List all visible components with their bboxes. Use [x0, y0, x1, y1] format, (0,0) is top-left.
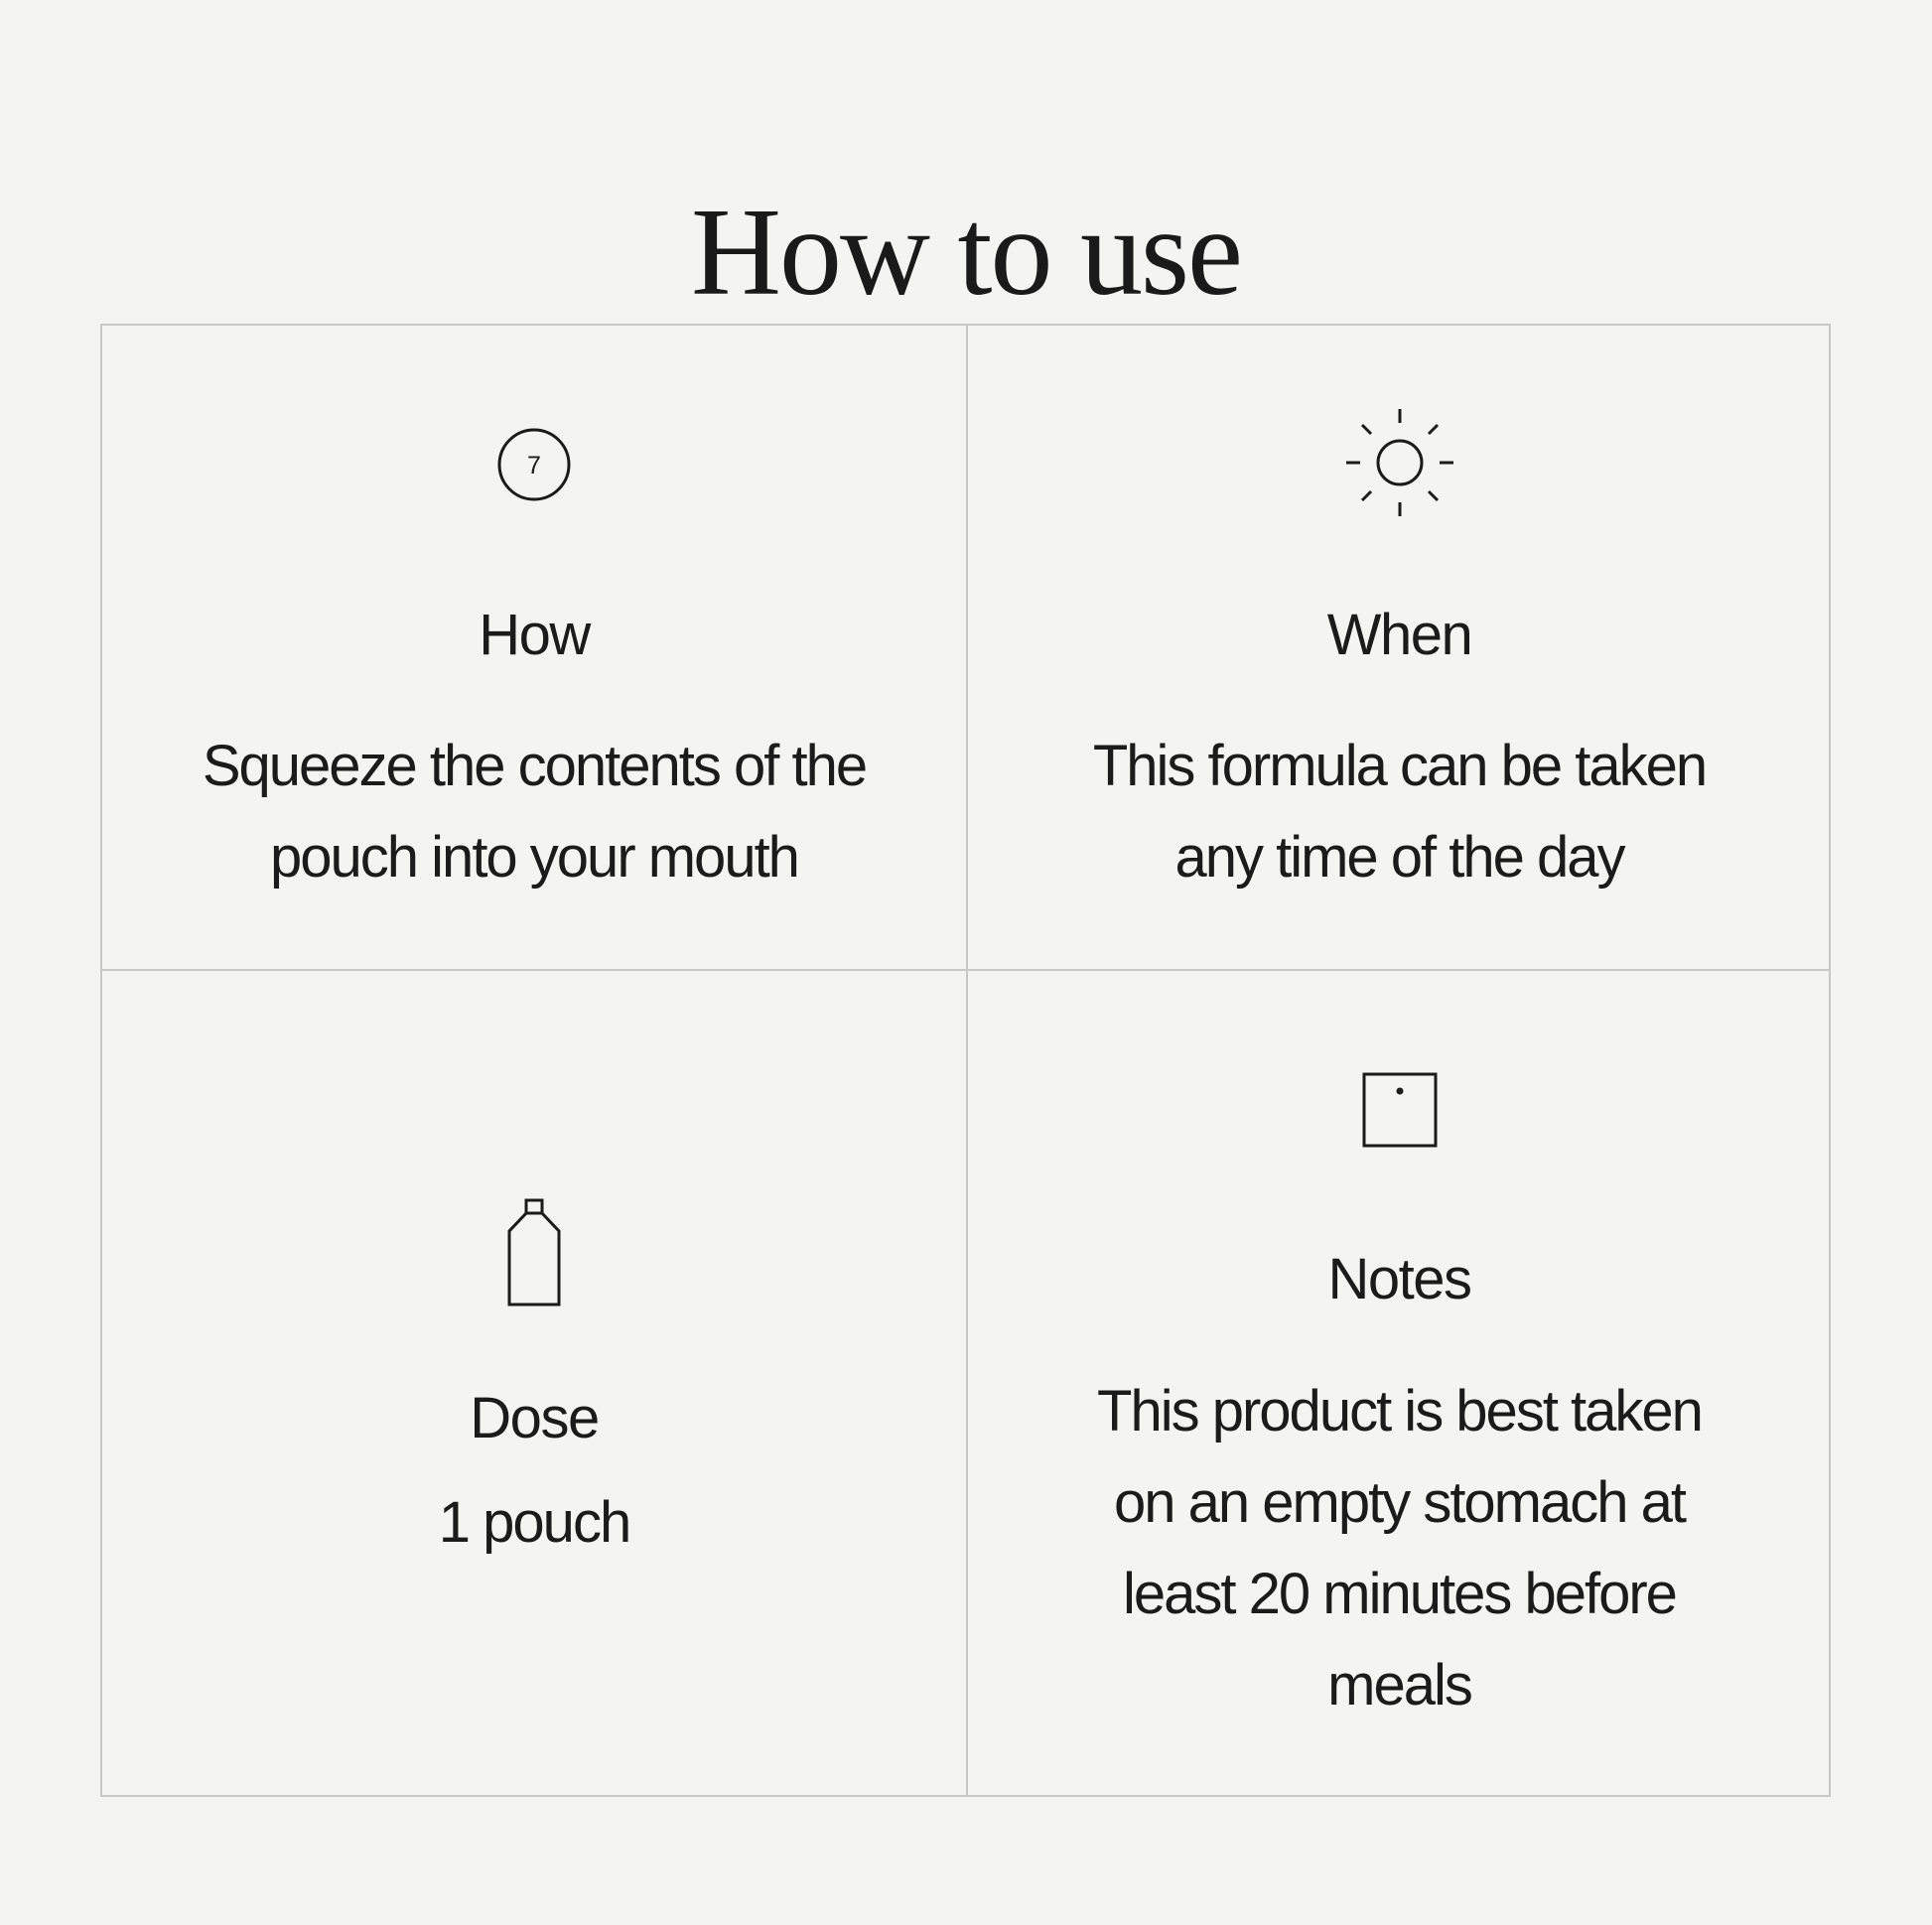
pouch-bottle-icon	[505, 1197, 563, 1308]
sun-icon	[1344, 407, 1455, 518]
card-when	[968, 326, 1831, 969]
numbered-circle-label: 7	[527, 452, 541, 480]
how-to-use-grid	[100, 324, 1831, 1797]
card-how-body: Squeeze the contents of the pouch into your mouth	[202, 734, 867, 890]
stomach-square-icon	[1362, 1072, 1438, 1148]
card-when-title: When	[1326, 603, 1472, 667]
card-when-body: This formula can be taken any time of the day	[1092, 734, 1707, 890]
card-notes	[968, 971, 1831, 1797]
card-dose	[102, 971, 966, 1797]
card-dose-body: 1 pouch	[438, 1490, 630, 1555]
numbered-circle-icon	[496, 427, 572, 502]
card-how	[102, 326, 966, 969]
card-dose-title: Dose	[470, 1386, 599, 1450]
page-title: How to use	[691, 184, 1241, 323]
card-notes-title: Notes	[1327, 1247, 1471, 1311]
card-notes-body: This product is best taken on an empty stomach at least 20 minutes before meals	[1097, 1379, 1702, 1718]
card-how-title: How	[479, 603, 590, 667]
